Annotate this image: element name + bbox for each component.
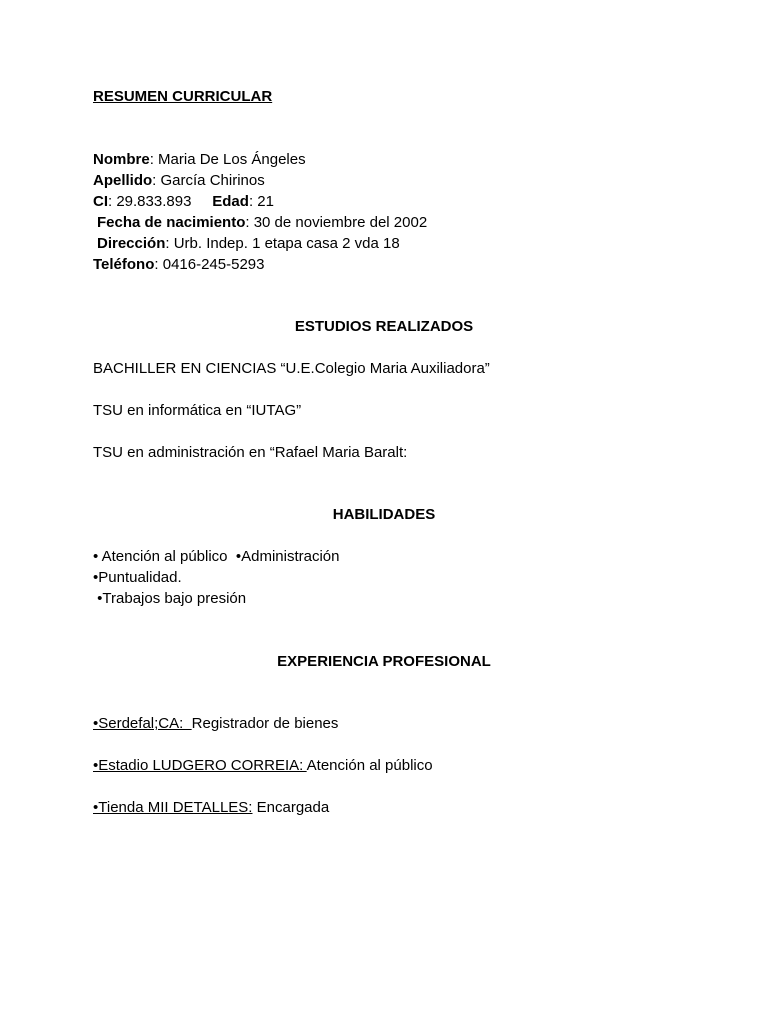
telefono-line — [93, 254, 264, 275]
direccion-label: Dirección — [97, 235, 166, 252]
experiencia-role: Atención al público — [306, 757, 433, 774]
apellido-value: : García Chirinos — [152, 172, 265, 189]
nombre-label: Nombre — [93, 151, 150, 168]
experiencia-role: Encargada — [252, 799, 330, 816]
edad-label: Edad — [212, 193, 249, 210]
experiencia-place: •Serdefal;CA: — [93, 715, 192, 732]
experiencia-item — [93, 713, 338, 734]
experiencia-heading: EXPERIENCIA PROFESIONAL — [277, 653, 491, 670]
experiencia-role: Registrador de bienes — [191, 715, 339, 732]
habilidades-heading: HABILIDADES — [332, 506, 436, 523]
fecha-label: Fecha de nacimiento — [97, 214, 246, 231]
direccion-value: : Urb. Indep. 1 etapa casa 2 vda 18 — [165, 235, 400, 252]
estudio-item: TSU en administración en “Rafael Maria Baralt: — [93, 444, 408, 461]
telefono-value: : 0416-245-5293 — [154, 256, 265, 273]
resume-title: RESUMEN CURRICULAR — [93, 88, 273, 105]
apellido-line — [93, 170, 265, 191]
edad-value: : 21 — [248, 193, 274, 210]
ci-edad-line — [93, 191, 274, 212]
habilidad-line: • Atención al público •Administración — [93, 548, 340, 565]
ci-label: CI — [93, 193, 108, 210]
experiencia-item — [93, 797, 329, 818]
estudio-item: TSU en informática en “IUTAG” — [93, 402, 302, 419]
nombre-line — [93, 149, 306, 170]
habilidad-line: •Trabajos bajo presión — [93, 590, 247, 607]
experiencia-place: •Tienda MII DETALLES: — [93, 799, 253, 816]
estudio-item: BACHILLER EN CIENCIAS “U.E.Colegio Maria Auxiliadora” — [93, 360, 490, 377]
experiencia-item — [93, 755, 433, 776]
direccion-line — [97, 233, 400, 254]
habilidad-line: •Puntualidad. — [93, 569, 182, 586]
fecha-value: : 30 de noviembre del 2002 — [245, 214, 428, 231]
fecha-line — [97, 212, 427, 233]
experiencia-place: •Estadio LUDGERO CORREIA: — [93, 757, 307, 774]
estudios-heading: ESTUDIOS REALIZADOS — [294, 318, 474, 335]
nombre-value: : Maria De Los Ángeles — [149, 151, 306, 168]
apellido-label: Apellido — [93, 172, 153, 189]
ci-value: : 29.833.893 — [108, 193, 213, 210]
telefono-label: Teléfono — [93, 256, 155, 273]
